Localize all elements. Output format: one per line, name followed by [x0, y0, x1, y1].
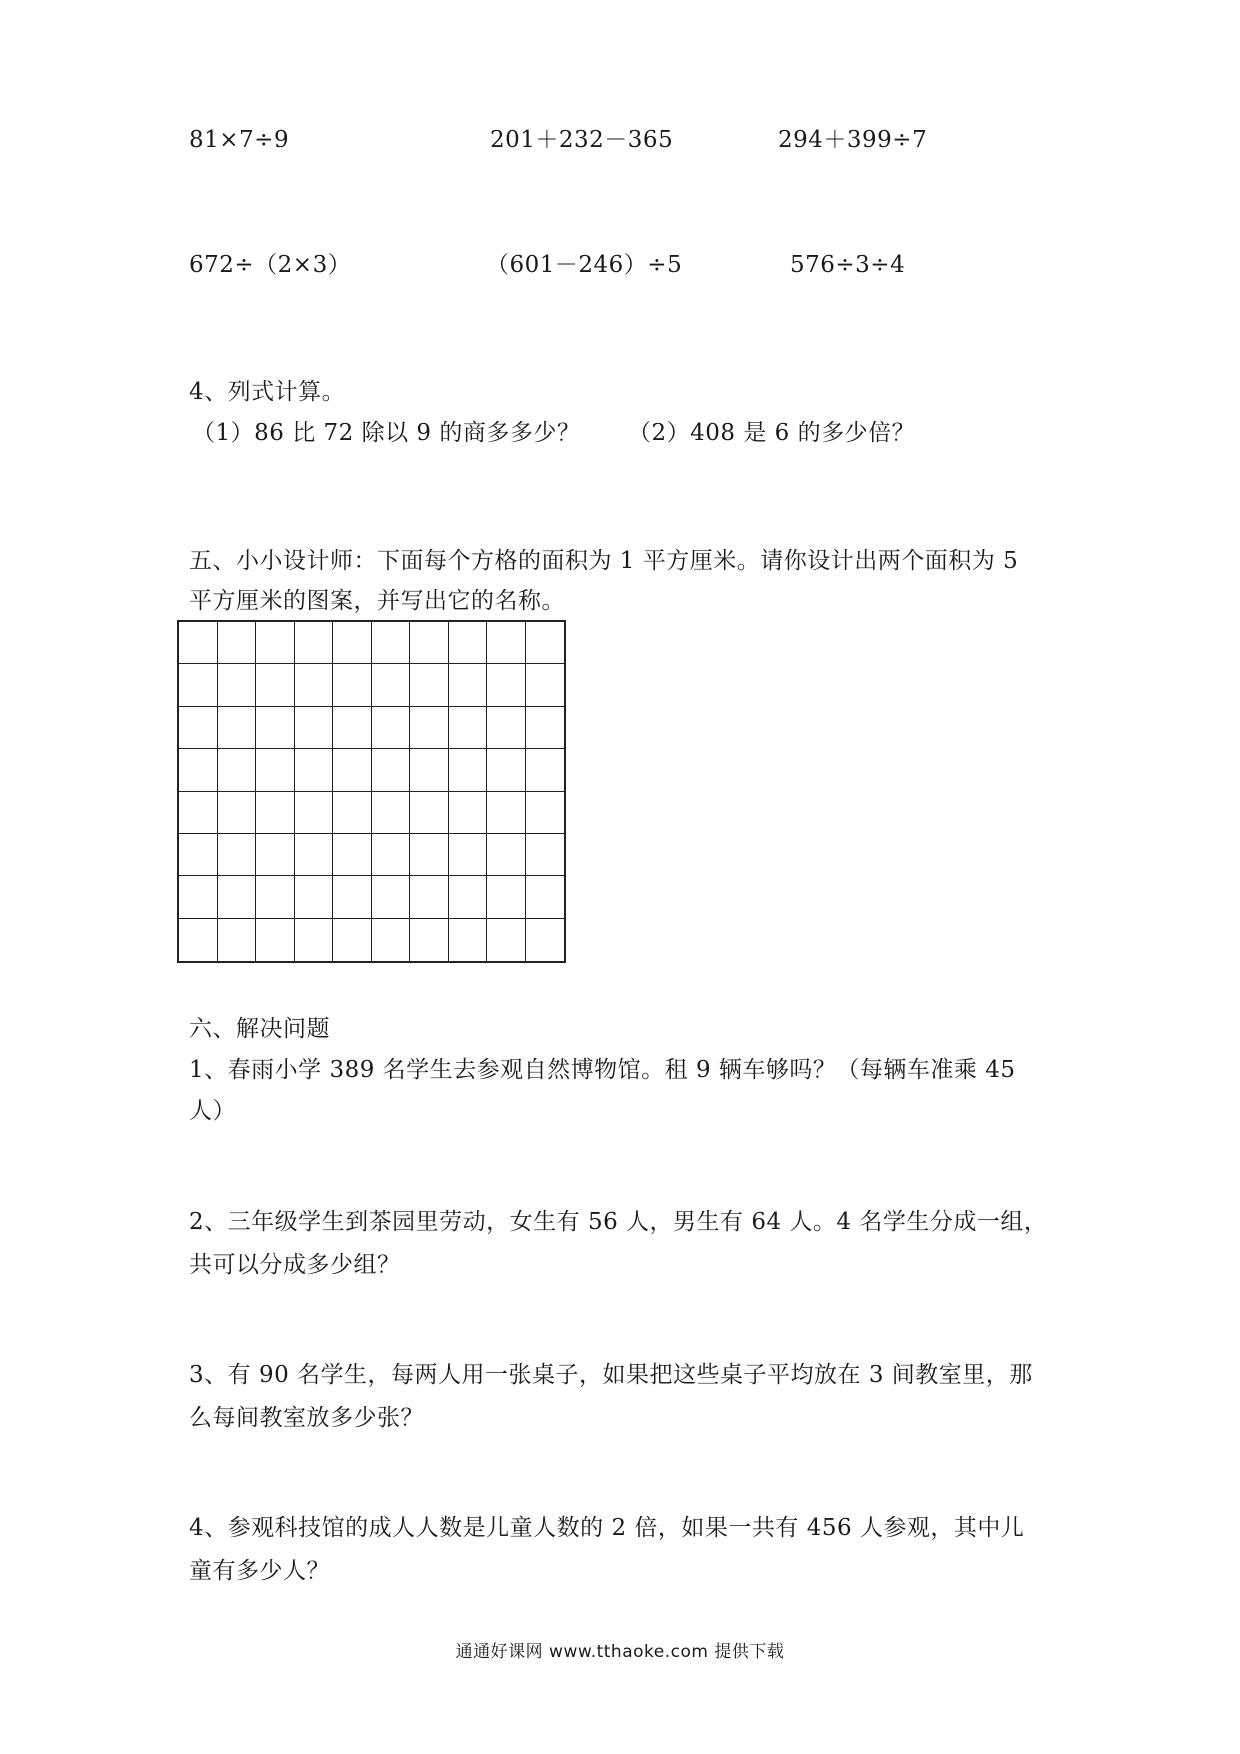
grid-cell	[526, 876, 565, 918]
grid-cell	[295, 834, 334, 876]
section4-title: 4、列式计算。	[189, 379, 346, 405]
grid-cell	[526, 622, 565, 664]
grid-cell	[372, 749, 411, 791]
grid-cell	[487, 707, 526, 749]
grid-cell	[179, 919, 218, 961]
grid-cell	[372, 876, 411, 918]
grid-cell	[410, 664, 449, 706]
grid-cell	[218, 876, 257, 918]
grid-cell	[179, 749, 218, 791]
section6-title: 六、解决问题	[189, 1016, 330, 1042]
calc-expression-2: 201＋232－365	[490, 127, 674, 153]
grid-cell	[333, 919, 372, 961]
problem-2-line-2: 共可以分成多少组？	[189, 1252, 401, 1278]
grid-cell	[218, 707, 257, 749]
section4-question-2: （2）408 是 6 的多少倍？	[628, 420, 916, 446]
grid-cell	[333, 834, 372, 876]
grid-cell	[487, 876, 526, 918]
grid-cell	[526, 834, 565, 876]
grid-cell	[295, 749, 334, 791]
grid-cell	[179, 664, 218, 706]
grid-cell	[449, 834, 488, 876]
grid-cell	[256, 919, 295, 961]
grid-cell	[372, 664, 411, 706]
problem-1-line-2: 人）	[189, 1098, 236, 1124]
calc-expression-6: 576÷3÷4	[790, 252, 906, 278]
calc-expression-4: 672÷（2×3）	[189, 252, 352, 278]
calc-expression-1: 81×7÷9	[189, 127, 290, 153]
grid-cell	[526, 919, 565, 961]
grid-cell	[487, 919, 526, 961]
grid-cell	[372, 792, 411, 834]
grid-cell	[179, 622, 218, 664]
grid-cell	[487, 664, 526, 706]
grid-cell	[179, 792, 218, 834]
grid-cell	[256, 834, 295, 876]
grid-cell	[372, 707, 411, 749]
grid-cell	[333, 664, 372, 706]
grid-cell	[487, 622, 526, 664]
grid-cell	[449, 919, 488, 961]
grid-cell	[218, 622, 257, 664]
grid-cell	[256, 792, 295, 834]
grid-cell	[333, 622, 372, 664]
grid-cell	[218, 919, 257, 961]
grid-cell	[218, 834, 257, 876]
grid-cell	[295, 792, 334, 834]
section5-line-1: 五、小小设计师：下面每个方格的面积为 1 平方厘米。请你设计出两个面积为 5	[189, 548, 1019, 574]
grid-cell	[295, 876, 334, 918]
grid-cell	[256, 664, 295, 706]
grid-cell	[295, 664, 334, 706]
problem-4-line-1: 4、参观科技馆的成人人数是儿童人数的 2 倍，如果一共有 456 人参观，其中儿	[189, 1515, 1025, 1541]
grid-cell	[410, 919, 449, 961]
grid-cell	[449, 792, 488, 834]
calc-expression-5: （601－246）÷5	[486, 252, 683, 278]
grid-cell	[449, 622, 488, 664]
problem-2-line-1: 2、三年级学生到茶园里劳动，女生有 56 人，男生有 64 人。4 名学生分成一组，	[189, 1209, 1048, 1235]
grid-cell	[487, 834, 526, 876]
problem-3-line-1: 3、有 90 名学生，每两人用一张桌子，如果把这些桌子平均放在 3 间教室里，那	[189, 1362, 1033, 1388]
grid-cell	[295, 919, 334, 961]
grid-cell	[218, 749, 257, 791]
square-grid	[177, 620, 566, 963]
grid-cell	[449, 707, 488, 749]
grid-cell	[526, 792, 565, 834]
grid-cell	[295, 707, 334, 749]
grid-cell	[410, 834, 449, 876]
grid-cell	[333, 707, 372, 749]
grid-cell	[526, 749, 565, 791]
grid-cell	[449, 664, 488, 706]
grid-cell	[410, 876, 449, 918]
grid-cell	[410, 622, 449, 664]
grid-cell	[179, 876, 218, 918]
grid-cell	[487, 749, 526, 791]
grid-cell	[179, 834, 218, 876]
grid-cell	[410, 749, 449, 791]
grid-cell	[333, 749, 372, 791]
section5-line-2: 平方厘米的图案，并写出它的名称。	[189, 588, 565, 614]
grid-cell	[218, 664, 257, 706]
grid-cell	[256, 707, 295, 749]
grid-cell	[295, 622, 334, 664]
grid-cell	[526, 664, 565, 706]
grid-cell	[449, 876, 488, 918]
grid-cell	[372, 622, 411, 664]
grid-cell	[372, 919, 411, 961]
calc-expression-3: 294＋399÷7	[778, 127, 928, 153]
grid-cell	[256, 749, 295, 791]
problem-3-line-2: 么每间教室放多少张？	[189, 1405, 424, 1431]
problem-1-line-1: 1、春雨小学 389 名学生去参观自然博物馆。租 9 辆车够吗？（每辆车准乘 45	[189, 1057, 1016, 1083]
grid-cell	[256, 876, 295, 918]
grid-cell	[526, 707, 565, 749]
grid-cell	[333, 792, 372, 834]
grid-cell	[410, 792, 449, 834]
footer-source: 通通好课网 www.tthaoke.com 提供下载	[455, 1642, 785, 1662]
grid-cell	[372, 834, 411, 876]
section4-question-1: （1）86 比 72 除以 9 的商多多少？	[192, 420, 581, 446]
grid-cell	[218, 792, 257, 834]
problem-4-line-2: 童有多少人？	[189, 1558, 330, 1584]
grid-cell	[410, 707, 449, 749]
grid-cell	[333, 876, 372, 918]
grid-cell	[449, 749, 488, 791]
grid-cell	[256, 622, 295, 664]
grid-cell	[179, 707, 218, 749]
grid-cell	[487, 792, 526, 834]
